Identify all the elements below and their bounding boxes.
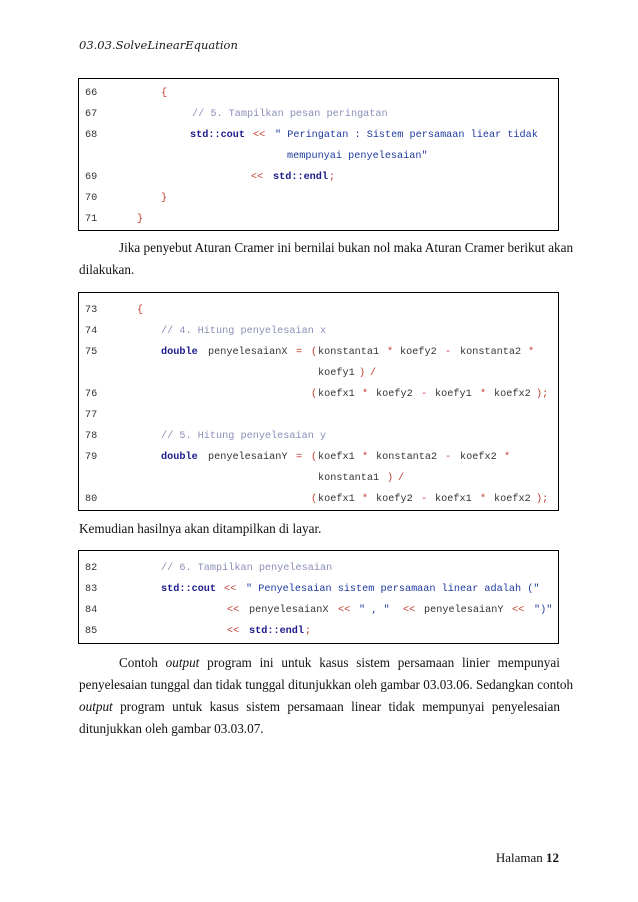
word: program xyxy=(207,655,252,670)
code-line xyxy=(79,125,558,146)
code-terminator: ; xyxy=(305,626,312,637)
line-number: 85 xyxy=(85,626,98,637)
code-comment: // 5. Tampilkan pesan peringatan xyxy=(192,109,388,120)
code-operator: << xyxy=(251,172,264,183)
line-number: 71 xyxy=(85,214,98,225)
line-number: 80 xyxy=(85,494,98,505)
code-operator: * xyxy=(362,389,369,400)
line-number: 73 xyxy=(85,305,98,316)
page-number: 12 xyxy=(546,850,559,865)
line-number: 75 xyxy=(85,347,98,358)
code-paren: ( xyxy=(311,389,318,400)
code-operator: << xyxy=(253,130,266,141)
code-operator: << xyxy=(403,605,416,616)
code-line xyxy=(79,468,558,489)
code-identifier: koefx1 xyxy=(318,494,355,505)
brace: } xyxy=(137,214,144,225)
code-identifier: penyelesaianY xyxy=(424,605,504,616)
code-block-2 xyxy=(78,292,559,511)
word: Contoh xyxy=(119,655,158,670)
code-identifier: koefx1 xyxy=(318,389,355,400)
code-operator: << xyxy=(227,605,240,616)
line-number: 82 xyxy=(85,563,98,574)
code-line xyxy=(79,83,558,104)
code-identifier: penyelesaianX xyxy=(249,605,329,616)
code-operator: * xyxy=(528,347,535,358)
code-line xyxy=(79,104,558,125)
word: penyelesaian xyxy=(491,699,560,714)
code-line xyxy=(79,342,558,363)
code-identifier: koefy2 xyxy=(376,389,413,400)
code-operator: / xyxy=(398,473,405,484)
word: sistem xyxy=(246,699,280,714)
line-number: 78 xyxy=(85,431,98,442)
code-line xyxy=(79,426,558,447)
word: sistem xyxy=(356,655,390,670)
word: persamaan xyxy=(287,699,344,714)
code-operator: - xyxy=(445,452,452,463)
code-operator: * xyxy=(480,389,487,400)
code-line xyxy=(79,363,558,384)
code-terminator: ); xyxy=(536,494,549,505)
code-keyword: double xyxy=(161,347,198,358)
code-keyword: std::cout xyxy=(190,130,246,141)
code-operator: * xyxy=(504,452,511,463)
code-string: ")" xyxy=(534,605,553,616)
brace: { xyxy=(137,305,144,316)
code-keyword: std::endl xyxy=(249,626,305,637)
paragraph-line: ditunjukkan oleh gambar 03.03.07. xyxy=(79,721,264,736)
code-terminator: ; xyxy=(329,172,336,183)
word: kasus xyxy=(319,655,349,670)
word: mempunyai xyxy=(497,655,560,670)
code-comment: // 4. Hitung penyelesaian x xyxy=(161,326,327,337)
paragraph-line xyxy=(119,655,560,671)
code-string: " Peringatan : Sistem persamaan liear tidak xyxy=(275,130,538,141)
code-string: " Penyelesaian sistem persamaan linear adalah (" xyxy=(246,584,540,595)
code-identifier: koefx2 xyxy=(494,494,531,505)
code-operator: - xyxy=(421,389,428,400)
code-line xyxy=(79,489,558,510)
code-operator: << xyxy=(227,626,240,637)
line-number: 67 xyxy=(85,109,98,120)
code-string: " , " xyxy=(359,605,390,616)
code-paren: ) xyxy=(359,368,366,379)
line-number: 69 xyxy=(85,172,98,183)
code-operator: = xyxy=(296,452,303,463)
word: linier xyxy=(461,655,490,670)
brace: { xyxy=(161,88,168,99)
code-operator: = xyxy=(296,347,303,358)
paragraph-line: Kemudian hasilnya akan ditampilkan di layar. xyxy=(79,521,322,536)
code-keyword: double xyxy=(161,452,198,463)
code-paren: ( xyxy=(311,452,318,463)
code-identifier: koefy1 xyxy=(318,368,355,379)
line-number: 74 xyxy=(85,326,98,337)
code-string: mempunyai penyelesaian" xyxy=(287,151,428,162)
code-operator: * xyxy=(362,452,369,463)
line-number: 84 xyxy=(85,605,98,616)
word: untuk xyxy=(281,655,312,670)
word: mempunyai xyxy=(422,699,485,714)
code-line xyxy=(79,146,558,167)
page-footer xyxy=(496,850,559,866)
code-keyword: std::cout xyxy=(161,584,217,595)
word: output xyxy=(165,655,200,670)
brace: } xyxy=(161,193,168,204)
code-operator: * xyxy=(362,494,369,505)
page-header: 03.03.SolveLinearEquation xyxy=(79,38,238,52)
code-block-3 xyxy=(78,550,559,644)
code-line xyxy=(79,600,558,621)
code-identifier: konstanta1 xyxy=(318,347,380,358)
paragraph-line: dilakukan. xyxy=(79,262,135,277)
code-identifier: konstanta2 xyxy=(460,347,522,358)
code-identifier: koefx1 xyxy=(318,452,355,463)
paragraph-line: Jika penyebut Aturan Cramer ini bernilai bukan nol maka Aturan Cramer berikut akan xyxy=(119,240,574,255)
footer-label: Halaman xyxy=(495,850,543,865)
code-line xyxy=(79,188,558,209)
code-identifier: konstanta2 xyxy=(376,452,438,463)
word: untuk xyxy=(172,699,203,714)
word: persamaan xyxy=(397,655,455,670)
code-line xyxy=(79,621,558,642)
code-identifier: koefy2 xyxy=(400,347,437,358)
line-number: 66 xyxy=(85,88,98,99)
code-operator: - xyxy=(421,494,428,505)
code-identifier: penyelesaianY xyxy=(208,452,288,463)
code-operator: << xyxy=(224,584,237,595)
code-line xyxy=(79,167,558,188)
code-comment: // 6. Tampilkan penyelesaian xyxy=(161,563,333,574)
code-terminator: ); xyxy=(536,389,549,400)
code-line xyxy=(79,321,558,342)
word: program xyxy=(120,699,165,714)
code-comment: // 5. Hitung penyelesaian y xyxy=(161,431,327,442)
code-operator: - xyxy=(445,347,452,358)
code-operator: << xyxy=(512,605,525,616)
code-identifier: koefy2 xyxy=(376,494,413,505)
line-number: 83 xyxy=(85,584,98,595)
line-number: 76 xyxy=(85,389,98,400)
line-number: 79 xyxy=(85,452,98,463)
code-operator: * xyxy=(480,494,487,505)
code-line xyxy=(79,209,558,230)
line-number: 77 xyxy=(85,410,98,421)
code-identifier: koefy1 xyxy=(435,389,472,400)
code-line xyxy=(79,384,558,405)
line-number: 70 xyxy=(85,193,98,204)
code-identifier: koefx1 xyxy=(435,494,472,505)
word: output xyxy=(79,699,113,714)
code-operator: << xyxy=(338,605,351,616)
code-identifier: koefx2 xyxy=(460,452,497,463)
code-paren: ) xyxy=(387,473,394,484)
paragraph-line: penyelesaian tunggal dan tidak tunggal ditunjukkan oleh gambar 03.03.06. Sedangkan contoh xyxy=(79,677,574,692)
code-operator: / xyxy=(370,368,377,379)
code-identifier: konstanta1 xyxy=(318,473,380,484)
code-keyword: std::endl xyxy=(273,172,329,183)
paragraph-line xyxy=(79,699,560,715)
code-identifier: penyelesaianX xyxy=(208,347,288,358)
code-paren: ( xyxy=(311,494,318,505)
code-operator: * xyxy=(387,347,394,358)
word: tidak xyxy=(388,699,415,714)
word: linear xyxy=(351,699,382,714)
code-paren: ( xyxy=(311,347,318,358)
code-line xyxy=(79,300,558,321)
code-line xyxy=(79,558,558,579)
code-line xyxy=(79,579,558,600)
code-block-1 xyxy=(78,78,559,231)
word: kasus xyxy=(209,699,239,714)
code-line xyxy=(79,447,558,468)
code-identifier: koefx2 xyxy=(494,389,531,400)
code-line xyxy=(79,405,558,426)
word: ini xyxy=(259,655,274,670)
line-number: 68 xyxy=(85,130,98,141)
